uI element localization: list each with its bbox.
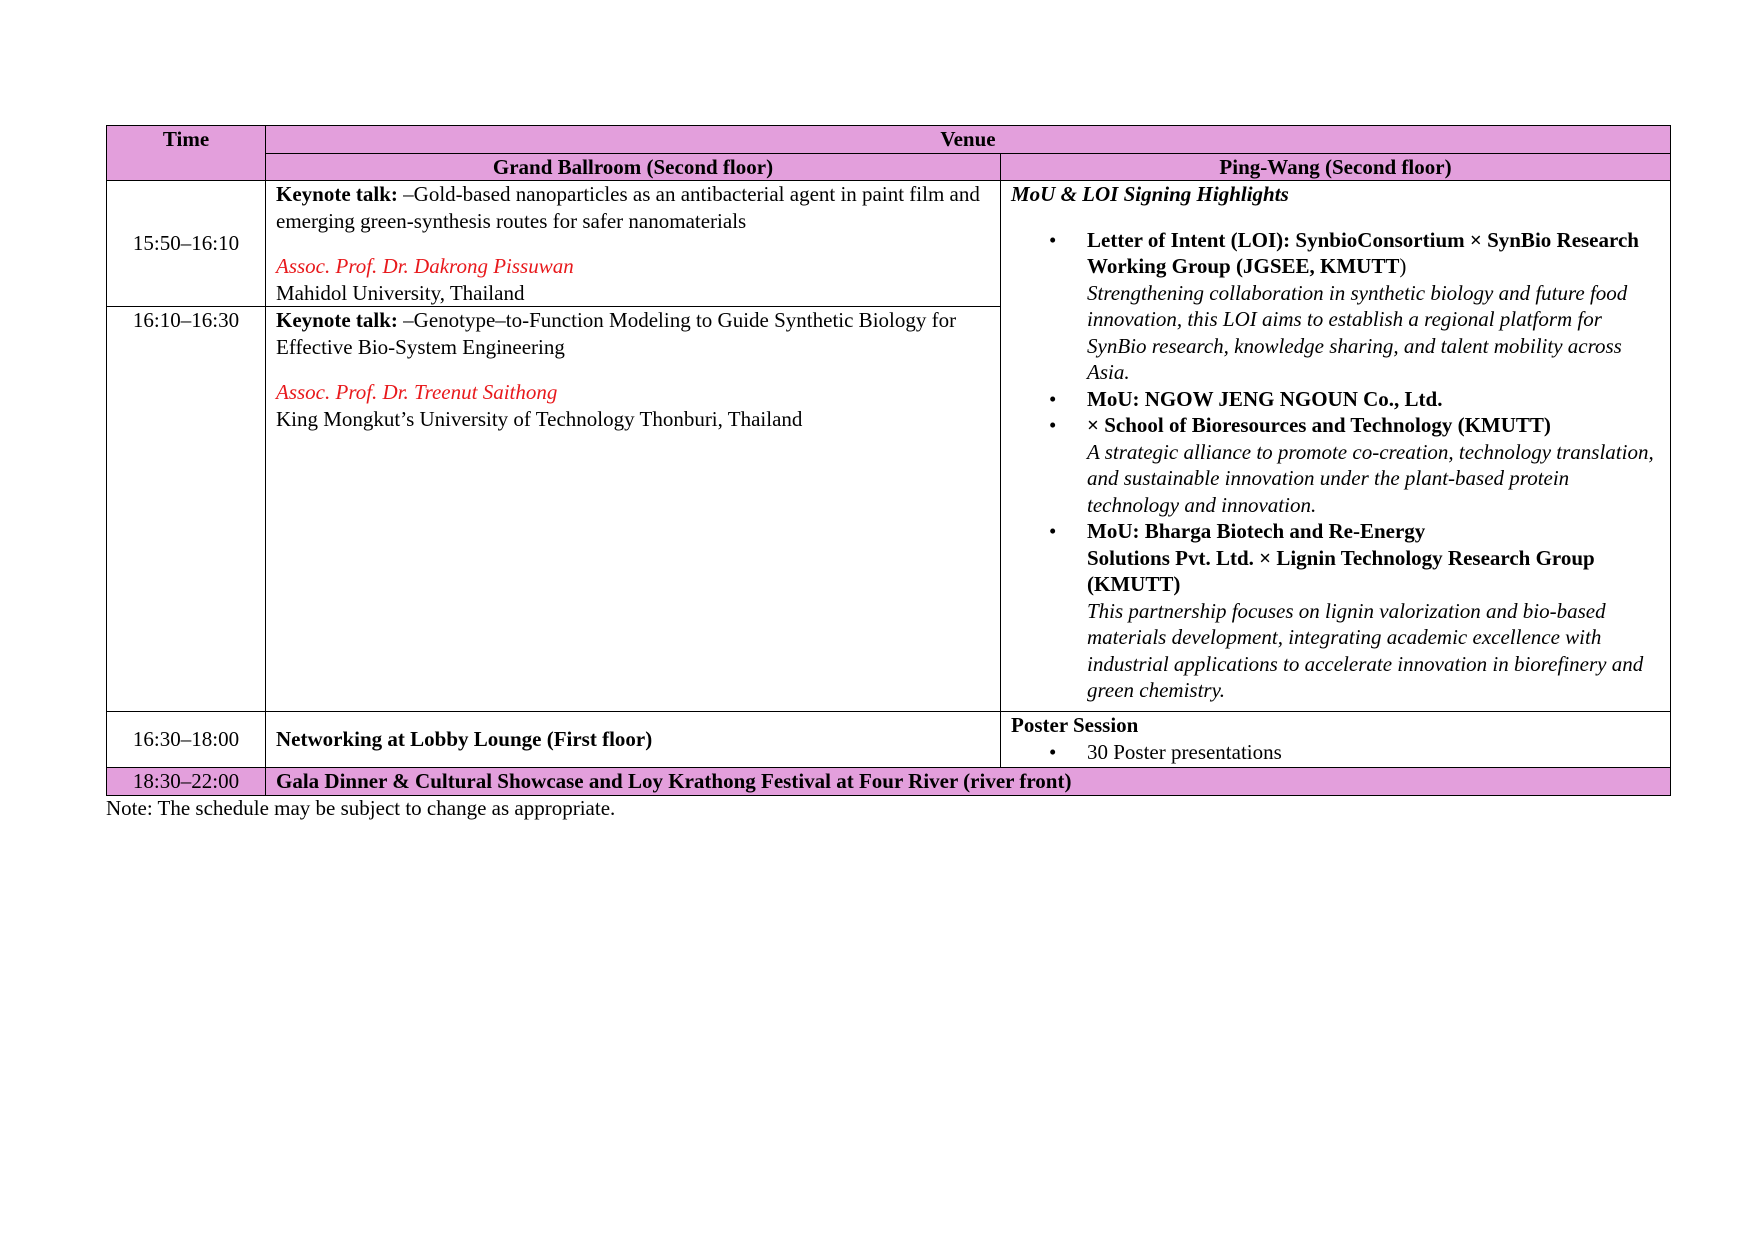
keynote-title	[276, 307, 990, 360]
signing-item-desc: Strengthening collaboration in synthetic biology and future food innovation, this LOI aims to establish a regional platform for SynBio research, knowledge sharing, and talent mobility across Asia.	[1087, 280, 1628, 384]
signing-item-desc: A strategic alliance to promote co-creation, technology translation, and sustainable innovation under the plant-based protein technology and innovation.	[1087, 439, 1654, 517]
bullet-icon: •	[1049, 386, 1057, 411]
venue-header: Venue	[266, 126, 1671, 154]
signing-item-bioresources	[1011, 412, 1660, 518]
session-row-1	[107, 181, 1671, 307]
speaker-affiliation: Mahidol University, Thailand	[276, 280, 525, 305]
keynote-text: –Genotype–to-Function Modeling to Guide Synthetic Biology for Effective Bio-System Engineering	[276, 308, 957, 359]
session-time: 16:30–18:00	[107, 712, 266, 768]
signing-item-mou-bharga	[1011, 518, 1660, 704]
networking-row	[107, 712, 1671, 768]
speaker-affiliation: King Mongkut’s University of Technology Thonburi, Thailand	[276, 406, 803, 431]
keynote-title	[276, 181, 990, 234]
signing-item-desc: This partnership focuses on lignin valorization and bio-based materials development, integrating academic excellence with industrial applications to accelerate innovation in biorefinery and green chemistry.	[1087, 598, 1644, 702]
keynote-cell-2	[266, 307, 1001, 712]
poster-heading: Poster Session	[1011, 713, 1139, 737]
signing-item-title: MoU: Bharga Biotech and Re-Energy	[1087, 519, 1426, 543]
signing-item-mou-ngow	[1011, 386, 1660, 413]
keynote-label: Keynote talk:	[276, 182, 398, 206]
networking-text: Networking at Lobby Lounge (First floor)	[266, 712, 1001, 768]
bullet-icon: •	[1049, 413, 1057, 437]
venue-subheader-row	[107, 153, 1671, 181]
bullet-icon: •	[1049, 227, 1057, 252]
session-time: 15:50–16:10	[107, 181, 266, 307]
session-time: 16:10–16:30	[107, 307, 266, 712]
grand-ballroom-header: Grand Ballroom (Second floor)	[266, 153, 1001, 181]
poster-item-text: 30 Poster presentations	[1087, 739, 1282, 764]
keynote-label: Keynote talk:	[276, 308, 398, 332]
poster-item	[1011, 739, 1660, 766]
session-time: 18:30–22:00	[107, 768, 266, 796]
signing-item-title: Letter of Intent (LOI): SynbioConsortium × SynBio Research Working Group (JGSEE, KMUTT	[1087, 227, 1639, 278]
time-header: Time	[107, 126, 266, 181]
signing-item-title: × School of Bioresources and Technology (KMUTT)	[1087, 413, 1551, 437]
gala-text: Gala Dinner & Cultural Showcase and Loy Krathong Festival at Four River (river front)	[266, 768, 1671, 796]
signing-item-loi	[1011, 227, 1660, 386]
speaker-name: Assoc. Prof. Dr. Dakrong Pissuwan	[276, 254, 574, 278]
signing-cell	[1001, 181, 1671, 712]
bullet-icon: •	[1049, 739, 1057, 764]
ping-wang-header: Ping-Wang (Second floor)	[1001, 153, 1671, 181]
gala-row	[107, 768, 1671, 796]
signing-item-title-end: )	[1399, 254, 1407, 278]
speaker-name: Assoc. Prof. Dr. Treenut Saithong	[276, 380, 558, 404]
bullet-icon: •	[1049, 519, 1057, 543]
keynote-text: –Gold-based nanoparticles as an antibacterial agent in paint film and emerging green-synthesis routes for safer nanomaterials	[276, 182, 980, 233]
signing-heading: MoU & LOI Signing Highlights	[1011, 182, 1289, 206]
poster-list	[1011, 739, 1660, 766]
header-row	[107, 126, 1671, 154]
signing-item-title: MoU: NGOW JENG NGOUN Co., Ltd.	[1087, 386, 1443, 411]
schedule-note: Note: The schedule may be subject to change as appropriate.	[106, 796, 616, 820]
schedule-table	[106, 125, 1671, 796]
signing-item-title: Solutions Pvt. Ltd. × Lignin Technology Research Group (KMUTT)	[1087, 545, 1595, 596]
signing-list	[1011, 227, 1660, 704]
keynote-cell-1	[266, 181, 1001, 307]
poster-cell	[1001, 712, 1671, 768]
